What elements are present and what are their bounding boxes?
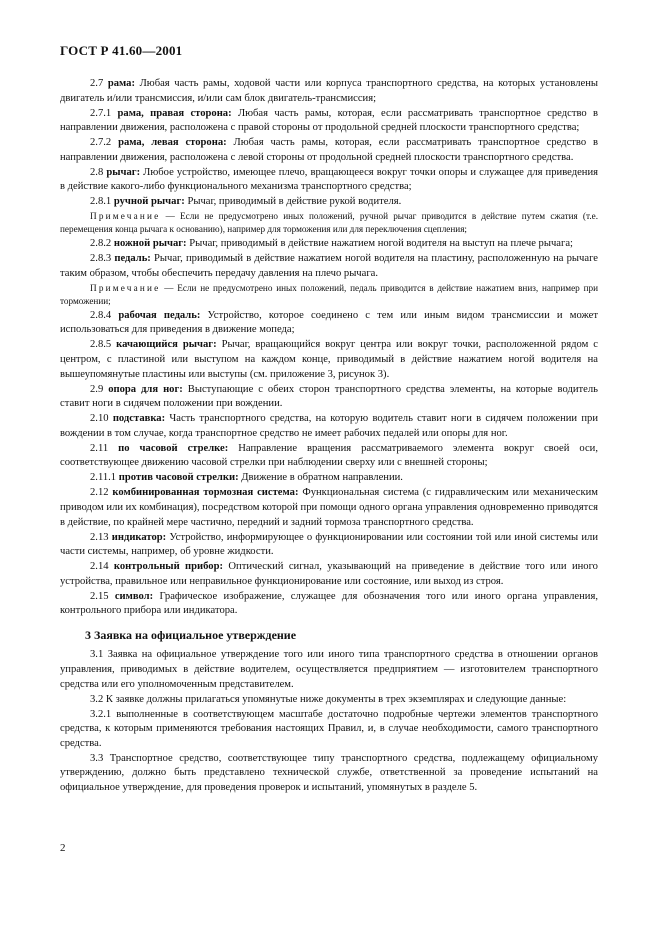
clause-number: 3.1: [90, 649, 104, 661]
section-3-paragraph: [60, 693, 598, 708]
defined-term: рычаг:: [106, 166, 141, 178]
defined-term: рабочая педаль:: [118, 309, 201, 321]
definition-paragraph: [60, 442, 598, 471]
clause-number: 2.8.1: [90, 196, 112, 208]
definition-text: Любая часть рамы, которая, если рассматривать транспортное средство в направлении движения, расположена с правой стороны от продольной средней плоскости транспортного средства;: [60, 107, 598, 134]
document-header: ГОСТ Р 41.60—2001: [60, 43, 183, 58]
clause-number: 2.15: [90, 590, 109, 602]
defined-term: по часовой стрелке:: [118, 442, 229, 454]
clause-number: 2.10: [90, 413, 109, 425]
clause-number: 2.8.4: [90, 309, 112, 321]
defined-term: ручной рычаг:: [113, 196, 185, 208]
definition-paragraph: [60, 195, 598, 210]
section-3-title: 3 Заявка на официальное утверждение: [85, 627, 297, 642]
definition-paragraph: [60, 383, 598, 412]
defined-term: против часовой стрелки:: [118, 472, 239, 484]
definition-text: Любое устройство, имеющее плечо, вращающееся вокруг точки опоры и служащее для приведения в действие какого-либо функционального механизма транспортного средства;: [60, 166, 598, 193]
definition-paragraph: [60, 486, 598, 530]
clause-number: 3.2: [90, 693, 104, 705]
definition-text: Любая часть рамы, ходовой части или корпуса транспортного средства, на которых установлены двигатель и/или трансмиссия, и/или сам блок двигатель-трансмиссия;: [60, 78, 598, 104]
section-3-body: [60, 648, 598, 795]
clause-number: 2.8.5: [90, 339, 112, 351]
paragraph-text: Заявка на официальное утверждение того или иного типа транспортного средства в отношении органов управления, приводимых в действие водителем, осуществляется предприятием — изготовителем транспортного средства или его уполномоченным представителем.: [60, 649, 598, 690]
clause-number: 2.7: [90, 78, 104, 89]
section-3-paragraph: [60, 752, 598, 796]
clause-number: 2.11.1: [90, 472, 117, 484]
definition-paragraph: [60, 252, 598, 281]
document-body: [60, 77, 598, 796]
definition-paragraph: [60, 412, 598, 441]
defined-term: рама, правая сторона:: [117, 107, 232, 119]
defined-term: индикатор:: [111, 531, 167, 543]
definition-paragraph: [60, 590, 598, 619]
definition-text: Устройство, которое соединено с тем или иным видом трансмиссии и может использоваться для приведения в движение мопеда;: [60, 309, 598, 336]
definition-text: Часть транспортного средства, на которую водитель ставит ноги в сидячем положении при вождении в том случае, когда транспортное средство не имеет рабочих педалей или опоры для ног.: [60, 413, 598, 439]
definition-paragraph: [60, 309, 598, 338]
definition-text: Рычаг, приводимый в действие нажатием ногой водителя на пластину, расположенную на рычаге таким образом, чтобы обеспечить передачу давления на плечо рычага.: [60, 253, 598, 279]
section-3-paragraph: [60, 708, 598, 752]
note-label: Примечание: [90, 211, 161, 222]
definition-paragraph: [60, 107, 598, 136]
definition-text: Графическое изображение, служащее для обозначения того или иного органа управления, контрольного прибора или индикатора.: [60, 590, 598, 617]
definition-paragraph: [60, 338, 598, 382]
paragraph-text: К заявке должны прилагаться упомянутые ниже документы в трех экземплярах и следующие данные:: [103, 693, 567, 705]
clause-number: 2.8: [90, 166, 104, 178]
clause-number: 2.7.2: [90, 137, 112, 149]
note-label: Примечание: [90, 282, 161, 293]
definition-text: Рычаг, вращающийся вокруг центра или вокруг точки, расположенной рядом с центром, с пластиной или выступом на каждом конце, приводимый в действие нажатием ногой водителя на вышеупомянутые пластины или выступы (см. приложение 3, рисунок 3).: [60, 339, 598, 380]
definition-paragraph: [60, 77, 598, 106]
definition-text: Направление вращения рассматриваемого элемента вокруг своей оси, соответствующее движению часовой стрелки при наблюдении сверху или с внешней стороны;: [60, 442, 598, 469]
definition-paragraph: [60, 136, 598, 165]
definitions-list: [60, 77, 598, 619]
paragraph-text: выполненные в соответствующем масштабе достаточно подробные чертежи элементов транспортного средства, к которым применяются требования настоящих Правил, и, в случае необходимости, самого транспортного средства.: [60, 708, 598, 749]
clause-number: 2.8.2: [90, 238, 112, 250]
note-paragraph: [60, 282, 598, 308]
definition-paragraph: [60, 237, 598, 252]
definition-text: Движение в обратном направлении.: [238, 472, 403, 484]
clause-number: 3.2.1: [90, 708, 112, 720]
definition-paragraph: [60, 166, 598, 195]
defined-term: контрольный прибор:: [113, 561, 224, 573]
definition-text: Любая часть рамы, которая, если рассматривать транспортное средство в направлении движения, расположена с левой стороны от продольной средней плоскости транспортного средства.: [60, 137, 599, 163]
defined-term: символ:: [114, 590, 154, 602]
defined-term: комбинированная тормозная система:: [112, 487, 299, 499]
clause-number: 3.3: [90, 752, 104, 764]
clause-number: 2.9: [90, 383, 104, 395]
defined-term: качающийся рычаг:: [116, 339, 217, 351]
clause-number: 2.11: [90, 442, 109, 454]
clause-number: 2.8.3: [90, 253, 112, 265]
paragraph-text: Транспортное средство, соответствующее типу транспортного средства, подлежащему официальному утверждению, должно быть представлено технической службе, ответственной за проведение испытаний на официальное утверждение, для проведения проверок и испытаний, упомянутых в разделе 5.: [60, 752, 598, 793]
definition-text: Выступающие с обеих сторон транспортного средства элементы, на которые водитель ставит ноги в сидячем положении при вождении.: [60, 383, 598, 410]
definition-paragraph: [60, 471, 598, 486]
clause-number: 2.7.1: [90, 107, 112, 119]
definition-text: Устройство, информирующее о функционировании или состоянии той или иной системы или части системы, например, об уровне жидкости.: [60, 531, 598, 558]
note-text: — Если не предусмотрено иных положений, ручной рычаг приводится в действие путем сжатия (т.е. перемещения конца рычага к основанию), например для торможения или для переключения сцепления;: [60, 211, 598, 235]
definition-paragraph: [60, 531, 598, 560]
definition-text: Функциональная система (с гидравлическим или механическим приводом или их комбинация), посредством которой при помощи одного органа управления одновременно приводятся в действие, по крайней мере частично, передний и задний тормоза транспортного средства.: [60, 487, 598, 528]
defined-term: рама, левая сторона:: [118, 137, 227, 149]
defined-term: ножной рычаг:: [113, 238, 187, 250]
note-paragraph: [60, 210, 598, 236]
section-3-paragraph: [60, 648, 598, 692]
note-text: — Если не предусмотрено иных положений, педаль приводится в действие нажатием вниз, например при торможении;: [60, 282, 598, 306]
definition-text: Рычаг, приводимый в действие нажатием ногой водителя на выступ на плече рычага;: [186, 238, 573, 250]
definition-paragraph: [60, 560, 598, 589]
page-number: 2: [60, 842, 66, 854]
defined-term: подставка:: [112, 413, 166, 425]
definition-text: Оптический сигнал, указывающий на приведение в действие того или иного устройства, правильное или неправильное функционирование или состояние, или выход из строя.: [60, 561, 598, 587]
clause-number: 2.14: [90, 561, 109, 573]
defined-term: рама:: [107, 78, 136, 89]
defined-term: опора для ног:: [108, 383, 183, 395]
definition-text: Рычаг, приводимый в действие рукой водителя.: [184, 196, 402, 208]
clause-number: 2.12: [90, 487, 109, 499]
clause-number: 2.13: [90, 531, 109, 543]
defined-term: педаль:: [114, 253, 151, 265]
